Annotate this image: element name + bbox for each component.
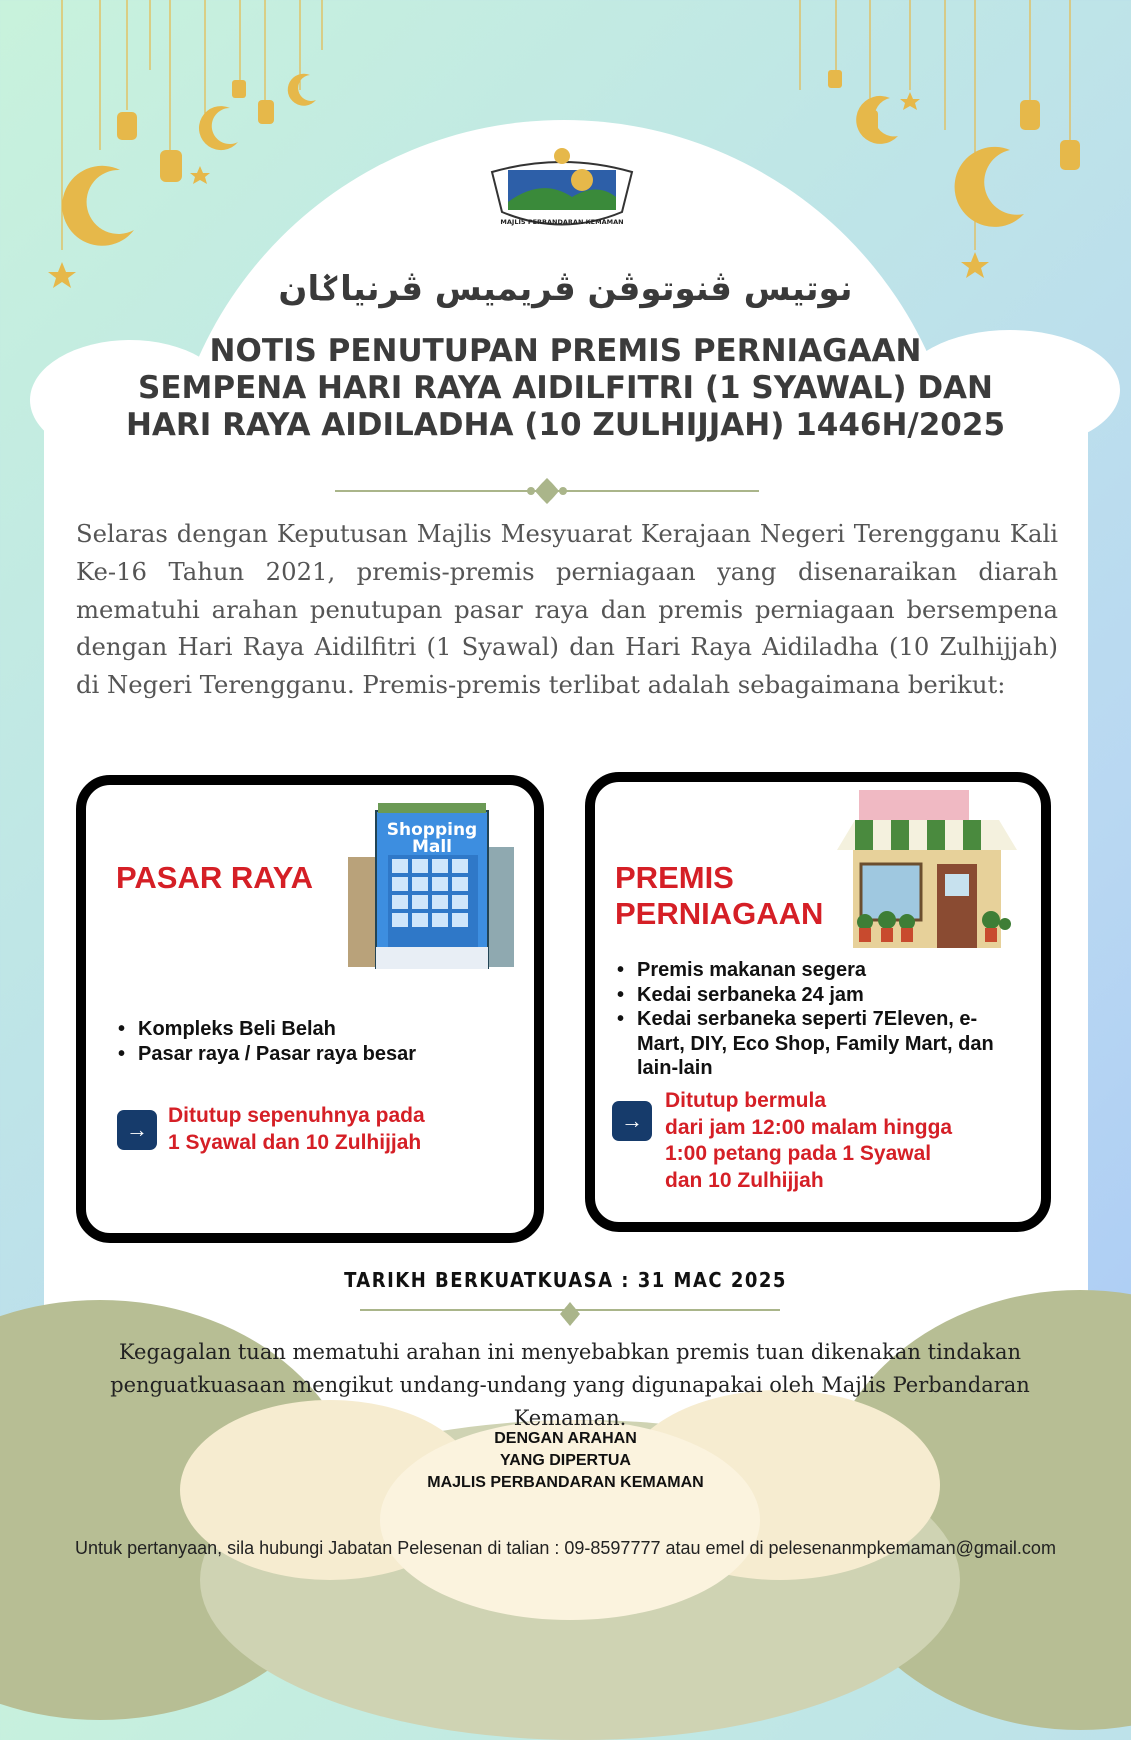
card-pasar-raya — [76, 775, 544, 1243]
list-item: • Pasar raya / Pasar raya besar — [116, 1042, 516, 1067]
signature-line-1: DENGAN ARAHAN — [494, 1430, 637, 1447]
mall-sign-line-1: Shopping — [386, 820, 478, 840]
premis-list — [615, 958, 1005, 1081]
shopping-mall-illustration — [348, 797, 514, 969]
intro-paragraph: Selaras dengan Keputusan Majlis Mesyuarat Kerajaan Negeri Terengganu Kali Ke-16 Tahun 2021, premis-premis perniagaan yang disenaraikan diarah mematuhi arahan penutupan pasar raya dan premis perniagaan bersempena dengan Hari Raya Aidilfitri (1 Syawal) dan Hari Raya Aidiladha (10 Zulhijjah) di Negeri Terengganu. Premis-premis terlibat adalah sebagaimana berikut: — [76, 519, 1058, 700]
premis-title-line-1: PREMIS — [615, 860, 734, 895]
list-item: • Premis makanan segera — [615, 958, 1005, 983]
closing-line: 1 Syawal dan 10 Zulhijjah — [168, 1130, 422, 1154]
closing-line: dan 10 Zulhijjah — [665, 1168, 824, 1192]
pasar-raya-closing — [168, 1103, 425, 1156]
signature-block — [0, 1428, 1131, 1494]
signature-line-3: MAJLIS PERBANDARAN KEMAMAN — [427, 1474, 704, 1491]
card-title-pasar-raya: PASAR RAYA — [116, 860, 313, 895]
closing-line: Ditutup sepenuhnya pada — [168, 1104, 425, 1127]
warning-text: Kegagalan tuan mematuhi arahan ini menyebabkan premis tuan dikenakan tindakan penguatkuasaan mengikut undang-undang yang digunapakai oleh Majlis Perbandaran Kemaman. — [110, 1340, 1030, 1430]
list-item: • Kedai serbaneka seperti 7Eleven, e-Mart, DIY, Eco Shop, Family Mart, dan lain-lain — [615, 1007, 1005, 1081]
closing-line: dari jam 12:00 malam hingga — [665, 1115, 953, 1139]
ornament-divider — [335, 478, 759, 504]
premis-title-line-2: PERNIAGAAN — [615, 896, 824, 931]
closing-line: Ditutup bermula — [665, 1089, 826, 1112]
title-line-2: SEMPENA HARI RAYA AIDILFITRI (1 SYAWAL) DAN — [138, 370, 993, 406]
list-item: • Kompleks Beli Belah — [116, 1017, 516, 1042]
arrow-right-icon: → — [612, 1101, 652, 1141]
list-item: • Kedai serbaneka 24 jam — [615, 983, 1005, 1008]
logo-text: MAJLIS PERBANDARAN KEMAMAN — [500, 218, 624, 226]
premis-closing — [665, 1088, 952, 1194]
contact-footer: Untuk pertanyaan, sila hubungi Jabatan Pelesenan di talian : 09-8597777 atau emel di pelesenanmpkemaman@gmail.com — [75, 1538, 1056, 1558]
shop-front-illustration — [835, 790, 1019, 952]
card-premis-perniagaan — [585, 772, 1051, 1232]
jawi-title: نوتيس ڤنوتوڤن ڤريميس ڤرنياݢان — [278, 269, 853, 309]
signature-line-2: YANG DIPERTUA — [500, 1452, 631, 1469]
mpk-logo — [482, 142, 642, 242]
effective-date: TARIKH BERKUATKUASA : 31 MAC 2025 — [344, 1268, 787, 1292]
card-title-premis — [615, 860, 823, 932]
notice-title — [80, 333, 1051, 444]
mall-sign-line-2: Mall — [411, 837, 453, 857]
title-line-3: HARI RAYA AIDILADHA (10 ZULHIJJAH) 1446H/2025 — [125, 407, 1006, 443]
ornament-divider-2 — [360, 1300, 780, 1330]
arrow-right-icon: → — [117, 1110, 157, 1150]
closing-line: 1:00 petang pada 1 Syawal — [665, 1142, 932, 1165]
title-line-1: NOTIS PENUTUPAN PREMIS PERNIAGAAN — [209, 333, 922, 369]
pasar-raya-list — [116, 1017, 516, 1066]
